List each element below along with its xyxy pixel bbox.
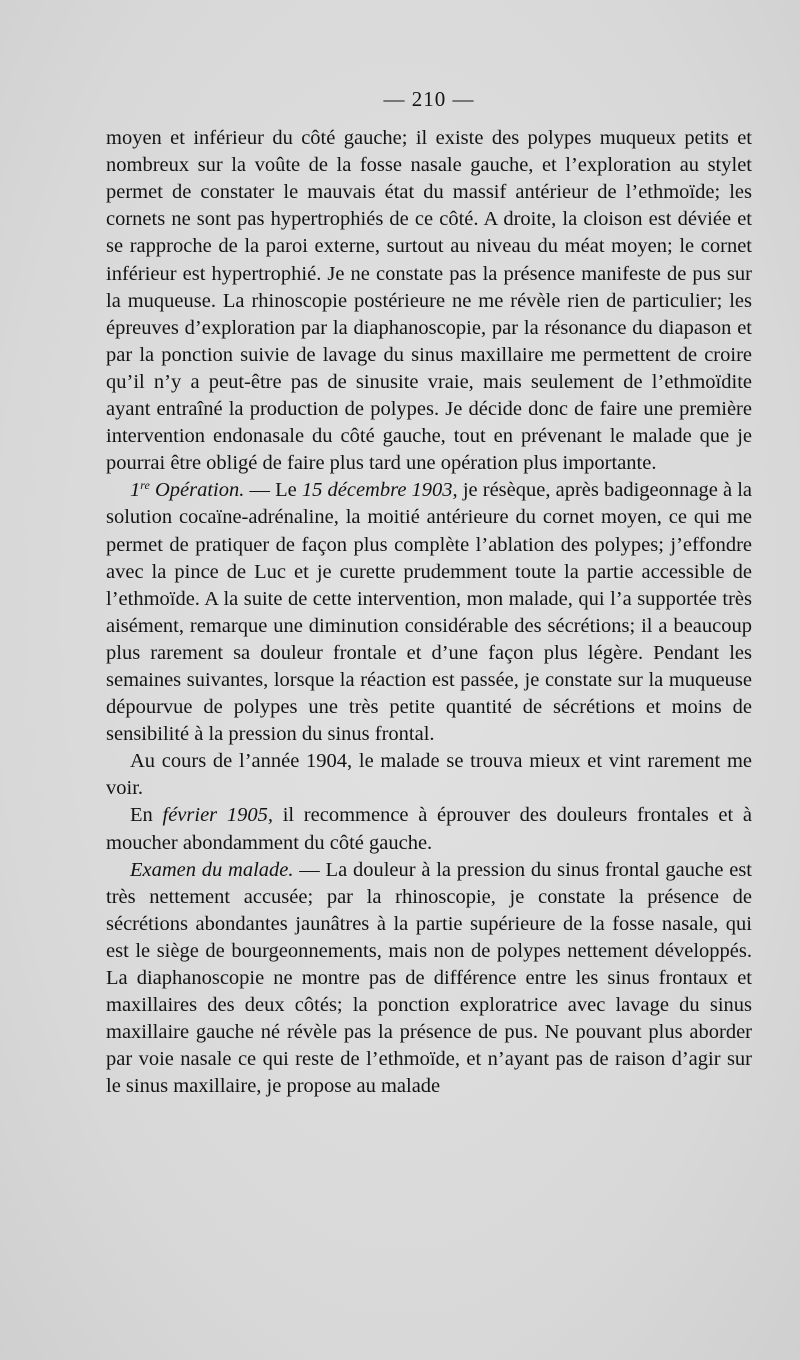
february-lead: En [130,804,163,827]
february-text: il recommence à éprouver des douleurs frontales et à moucher abondamment du côté gauche. [106,804,752,854]
operation-date: 15 décembre 1903, [301,479,458,502]
book-page [106,86,752,1100]
examination-label: Examen du malade. [130,858,294,881]
february-date: février 1905, [162,804,273,827]
paragraph-first-operation [106,477,752,748]
paragraph-february-1905 [106,802,752,856]
page-number: — 210 — [383,87,475,111]
paragraph-year-1904: Au cours de l’année 1904, le malade se trouva mieux et vint rarement me voir. [106,750,752,800]
operation-label-word: Opération. [149,479,245,502]
paragraph-patient-examination [106,857,752,1101]
examination-text: — La douleur à la pression du sinus frontal gauche est très nettement accusée; par la rhinoscopie, je constate la présence de sécrétions abondantes jaunâtres à la partie supérieure de la fosse nasale, qui est le siège de bourgeonnements, mais non de polypes nettement développés. La diaphanoscopie ne montre pas de différence entre les sinus frontaux et maxillaires des deux côtés; la ponction exploratrice avec lavage du sinus maxillaire gauche né révèle pas la présence de pus. Ne pouvant plus aborder par voie nasale ce qui reste de l’ethmoïde, et n’ayant pas de raison d’agir sur le sinus maxillaire, je propose au malade [106,858,753,1098]
operation-text: je résèque, après badigeonnage à la solution cocaïne-adrénaline, la moitié antérieure du cornet moyen, ce qui me permet de pratiquer de façon plus complète l’ablation des polypes; j’effondre avec la pince de Luc et je curette prudemment toute la partie accessible de l’ethmoïde. A la suite de cette intervention, mon malade, qui l’a supportée très aisément, remarque une diminution considérable des sécrétions; il a beaucoup plus rarement sa douleur frontale et d’une façon plus légère. Pendant les semaines suivantes, lorsque la réaction est passée, je constate sur la muqueuse dépourvue de polypes une très petite quantité de sécrétions et moins de sensibilité à la pression du sinus frontal. [106,479,752,746]
operation-label-superscript: re [140,478,150,493]
paragraph-case-history: moyen et inférieur du côté gauche; il existe des polypes muqueux petits et nombreux sur la voûte de la fosse nasale gauche, et l’exploration au stylet permet de constater le mauvais état du massif antérieur de l’ethmoïde; les cornets ne sont pas hypertrophiés de ce côté. A droite, la cloison est déviée et se rapproche de la paroi externe, surtout au niveau du méat moyen; le cornet inférieur est hypertrophié. Je ne constate pas la présence manifeste de pus sur la muqueuse. La rhinoscopie postérieure ne me révèle rien de particulier; les épreuves d’exploration par la diaphanoscopie, par la résonance du diapason et par la ponction suivie de lavage du sinus maxillaire me permettent de croire qu’il n’y a peut-être pas de sinusite vraie, mais seulement de l’ethmoïdite ayant entraîné la production de polypes. Je décide donc de faire une première intervention endonasale du côté gauche, tout en prévenant le malade que je pourrai être obligé de faire plus tard une opération plus importante. [106,127,752,475]
operation-dash: — Le [244,479,302,502]
operation-label-number: 1 [130,479,141,502]
